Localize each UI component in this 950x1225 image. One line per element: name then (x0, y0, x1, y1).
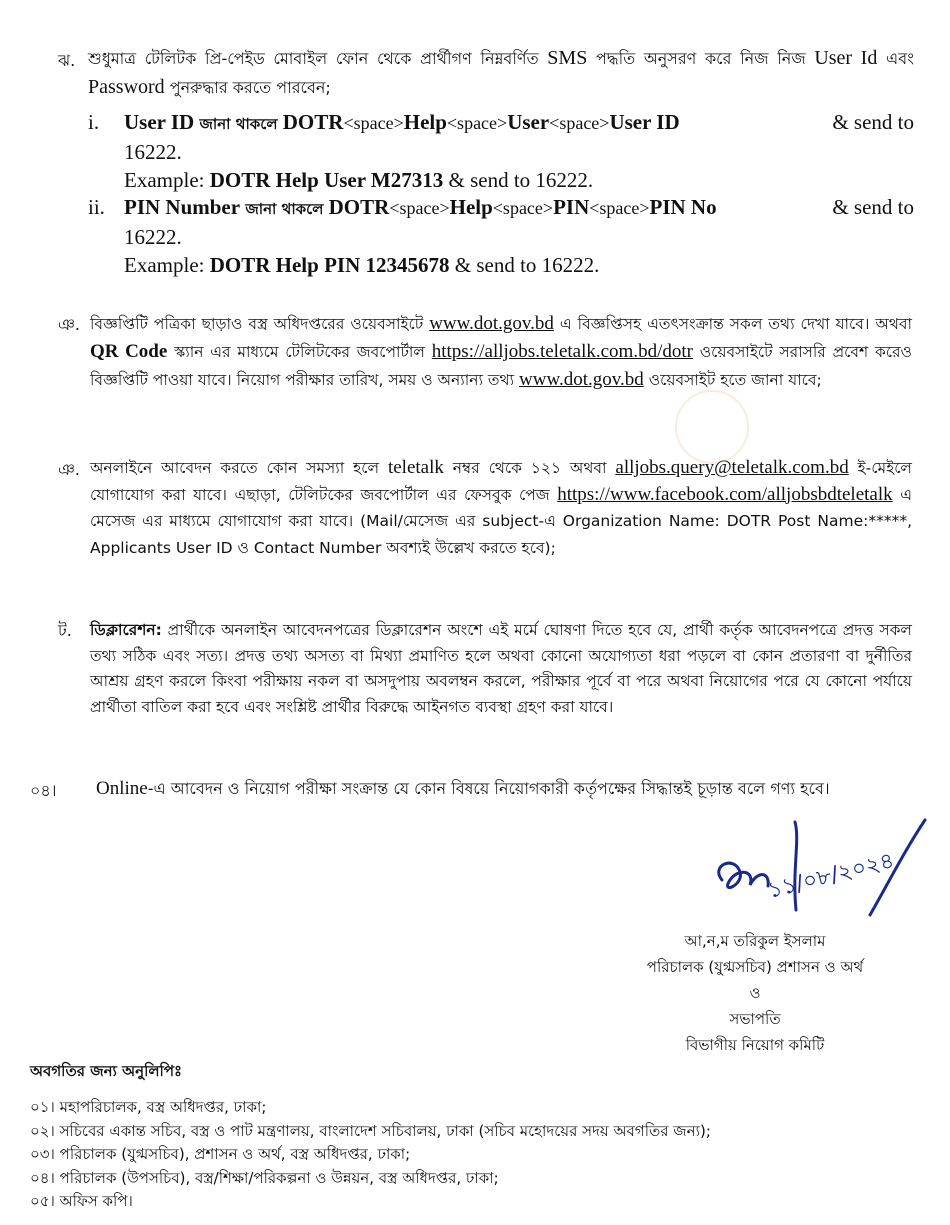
website-link[interactable]: www.dot.gov.bd (519, 369, 644, 390)
section-marker: ঝ. (58, 51, 76, 70)
instruction-line: PIN Number জানা থাকলে DOTR<space>Help<space>PIN<space>PIN No & send to (124, 195, 914, 219)
instruction-line: User ID জানা থাকলে DOTR<space>Help<space>User<space>User ID & send to (124, 110, 914, 134)
job-portal-link[interactable]: https://alljobs.teletalk.com.bd/dotr (431, 341, 693, 362)
signature-block (590, 928, 920, 1058)
list-item: ০৩। পরিচালক (যুগ্মসচিব), প্রশাসন ও অর্থ, বস্ত্র অধিদপ্তর, ঢাকা; (30, 1145, 411, 1163)
section-jha-intro: শুধুমাত্র টেলিটক প্রি-পেইড মোবাইল ফোন থেকে প্রার্থীগণ নিম্নবর্ণিত SMS পদ্ধতি অনুসরণ করে নিজ নিজ User Id এবং Password পুনরুদ্ধার করতে পারবেন; (88, 47, 914, 98)
sms-instruction-user-id: i. User ID জানা থাকলে DOTR<space>Help<space>User<space>User ID & send to 16222. Example: DOTR Help User M27313 & send to 16222. (88, 110, 914, 192)
signatory-committee: বিভাগীয় নিয়োগ কমিটি (685, 1036, 825, 1054)
copy-list-title: অবগতির জন্য অনুলিপিঃ (30, 1062, 183, 1080)
section-marker: ট. (58, 621, 72, 640)
website-link[interactable]: www.dot.gov.bd (429, 313, 554, 334)
section-support-text: অনলাইনে আবেদন করতে কোন সমস্যা হলে teletalk নম্বর থেকে ১২১ অথবা alljobs.query@teletalk.com.bd ই-মেইলে যোগাযোগ করা যাবে। এছাড়া, টেলিটকের জবপোর্টাল এর ফেসবুক পেজ https://www.facebook.com/alljobsbdteletalk এ মেসেজ এর মাধ্যমে যোগাযোগ করা যাবে। (Mail/মেসেজ এর subject-এ Organization Name: DOTR Post Name:*****, Applicants User ID ও Contact Number অবশ্যই উল্লেখ করতে হবে); (90, 457, 912, 557)
example-line: Example: DOTR Help User M27313 & send to 16222. (124, 168, 594, 192)
declaration-text: ডিক্লারেশন: প্রার্থীকে অনলাইন আবেদনপত্রের ডিক্লারেশন অংশে এই মর্মে ঘোষণা দিতে হবে যে, প্রার্থী কর্তৃক আবেদনপত্রে প্রদত্ত সকল তথ্য সঠিক এবং সত্য। প্রদত্ত তথ্য অসত্য বা মিথ্যা প্রমাণিত হলে অথবা কোনো অযোগ্যতা ধরা পড়লে বা কোন প্রতারণা বা দুর্নীতির আশ্রয় গ্রহণ করলে কিংবা পরীক্ষায় নকল বা অসদুপায় অবলম্বন করলে, পরীক্ষার পূর্বে বা পরে অথবা নিয়োগের পরে যে কোনো পর্যায়ে প্রার্থীতা বাতিল করা হবে এবং সংশ্লিষ্ট প্রার্থীর বিরুদ্ধে আইনগত ব্যবস্থা গ্রহণ করা যাবে। (90, 621, 912, 716)
copy-list (30, 1096, 711, 1214)
list-item: ০১। মহাপরিচালক, বস্ত্র অধিদপ্তর, ঢাকা; (30, 1098, 267, 1116)
sms-instruction-pin: ii. PIN Number জানা থাকলে DOTR<space>Help<space>PIN<space>PIN No & send to 16222. Example: DOTR Help PIN 12345678 & send to 16222. (88, 195, 914, 277)
section-nya-text: বিজ্ঞপ্তিটি পত্রিকা ছাড়াও বস্ত্র অধিদপ্তরের ওয়েবসাইটে www.dot.gov.bd এ বিজ্ঞপ্তিসহ এতৎসংক্রান্ত সকল তথ্য দেখা যাবে। অথবা QR Code স্ক্যান এর মাধ্যমে টেলিটকের জবপোর্টাল https://alljobs.teletalk.com.bd/dotr ওয়েবসাইটে সরাসরি প্রবেশ করেও বিজ্ঞপ্তিটি পাওয়া যাবে। নিয়োগ পরীক্ষার তারিখ, সময় ও অন্যান্য তথ্য www.dot.gov.bd ওয়েবসাইট হতে জানা যাবে; (90, 313, 912, 390)
example-line: Example: DOTR Help PIN 12345678 & send to 16222. (124, 253, 600, 277)
signatory-role: সভাপতি (729, 1010, 781, 1028)
list-item: ০২। সচিবের একান্ত সচিব, বস্ত্র ও পাট মন্ত্রণালয়, বাংলাদেশ সচিবালয়, ঢাকা (সচিব মহোদয়ের সদয় অবগতির জন্য); (30, 1121, 711, 1140)
list-item: ০৪। পরিচালক (উপসচিব), বস্ত্র/শিক্ষা/পরিকল্পনা ও উন্নয়ন, বস্ত্র অধিদপ্তর, ঢাকা; (30, 1168, 499, 1187)
section-nya (58, 310, 912, 394)
section-jha (58, 44, 914, 102)
section-marker: ঞ. (58, 460, 80, 479)
watermark-logo (675, 390, 749, 464)
facebook-page-link[interactable]: https://www.facebook.com/alljobsbdteletalk (557, 483, 893, 505)
signatory-designation: পরিচালক (যুগ্মসচিব) প্রশাসন ও অর্থ (646, 958, 864, 976)
section-declaration (58, 618, 912, 720)
signatory-name: আ,ন,ম তরিকুল ইসলাম (684, 932, 826, 950)
point-04-text: Online-এ আবেদন ও নিয়োগ পরীক্ষা সংক্রান্ত যে কোন বিষয়ে নিয়োগকারী কর্তৃপক্ষের সিদ্ধান্তই চূড়ান্ত বলে গণ্য হবে। (96, 778, 830, 799)
signature-date: ১১/০৮/২০২৪ (765, 848, 897, 904)
support-email-link[interactable]: alljobs.query@teletalk.com.bd (615, 457, 849, 478)
list-item: ০৫। অফিস কপি। (30, 1192, 133, 1210)
section-support (58, 455, 912, 561)
signatory-conjunction: ও (749, 984, 761, 1002)
section-marker: ঞ. (58, 315, 80, 334)
point-marker: ০৪। (30, 781, 57, 800)
handwritten-signature (700, 810, 940, 930)
